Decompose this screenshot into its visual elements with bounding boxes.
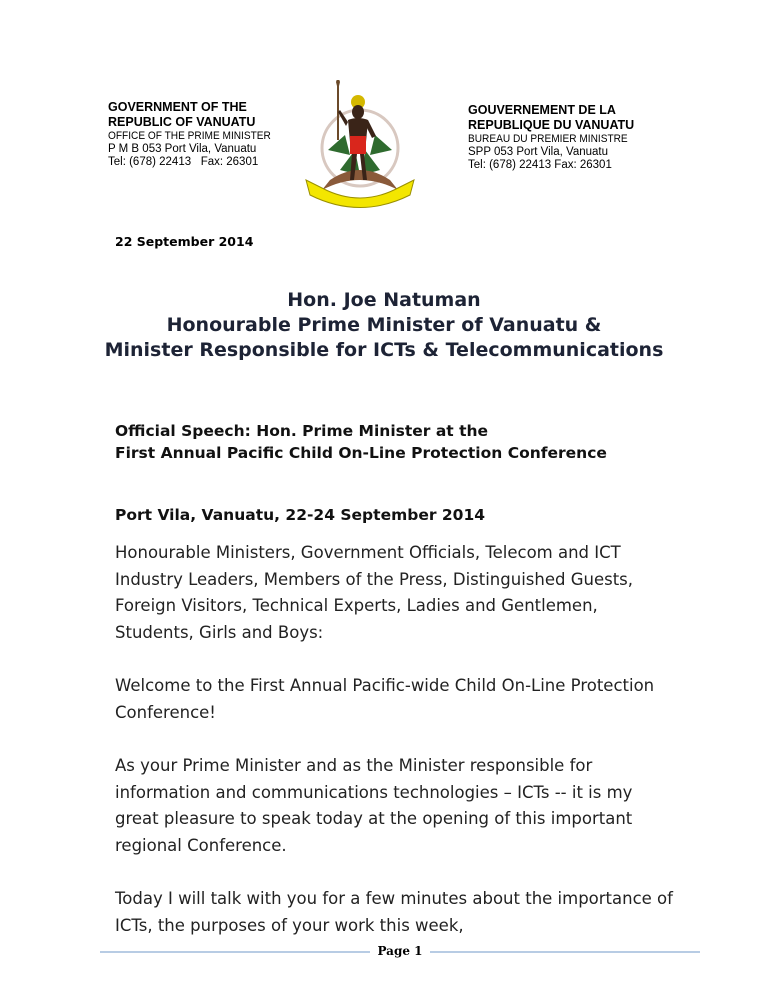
- contact: Tel: (678) 22413 Fax: 26301: [468, 159, 612, 171]
- office-name: OFFICE OF THE PRIME MINISTER: [108, 130, 271, 142]
- vanuatu-coat-of-arms-emblem: [300, 80, 420, 210]
- location-date: Port Vila, Vanuatu, 22-24 September 2014: [115, 506, 486, 524]
- footer-rule-right: [430, 951, 700, 953]
- page-number: Page 1: [377, 944, 423, 958]
- letterhead-french: [468, 103, 642, 172]
- document-date: 22 September 2014: [115, 234, 254, 249]
- paragraph: Today I will talk with you for a few minutes about the importance of ICTs, the purposes of your work this week,: [115, 889, 673, 935]
- address: P M B 053 Port Vila, Vanuatu: [108, 143, 257, 155]
- subtitle-line: First Annual Pacific Child On-Line Protection Conference: [115, 444, 607, 462]
- page-footer: [100, 942, 700, 962]
- speaker-title: Honourable Prime Minister of Vanuatu &: [166, 314, 602, 336]
- paragraph: Honourable Ministers, Government Officials, Telecom and ICT Industry Leaders, Members of the Press, Distinguished Guests, Foreign Visitors, Technical Experts, Ladies and Gentlemen, Students, Girls and Boys:: [115, 543, 634, 642]
- subtitle-line: Official Speech: Hon. Prime Minister at the: [115, 422, 489, 440]
- gov-name-line2: REPUBLIC OF VANUATU: [108, 115, 256, 129]
- letterhead-english: [108, 100, 285, 169]
- gov-name-line2: REPUBLIQUE DU VANUATU: [468, 118, 635, 132]
- gov-name-line1: GOUVERNEMENT DE LA: [468, 103, 616, 117]
- document-title: [0, 288, 768, 363]
- paragraph: Welcome to the First Annual Pacific-wide Child On-Line Protection Conference!: [115, 676, 655, 722]
- paragraph: As your Prime Minister and as the Minister responsible for information and communications technologies – ICTs -- it is my great pleasure to speak today at the opening of this important regional Conference.: [115, 756, 633, 855]
- contact: Tel: (678) 22413 Fax: 26301: [108, 156, 259, 168]
- office-name: BUREAU DU PREMIER MINISTRE: [468, 133, 628, 145]
- gov-name-line1: GOVERNMENT OF THE: [108, 100, 247, 114]
- speaker-name: Hon. Joe Natuman: [287, 289, 481, 311]
- speech-subtitle: [115, 420, 607, 464]
- address: SPP 053 Port Vila, Vanuatu: [468, 146, 609, 158]
- speech-body: [115, 540, 675, 966]
- speaker-portfolio: Minister Responsible for ICTs & Telecommunications: [104, 339, 664, 361]
